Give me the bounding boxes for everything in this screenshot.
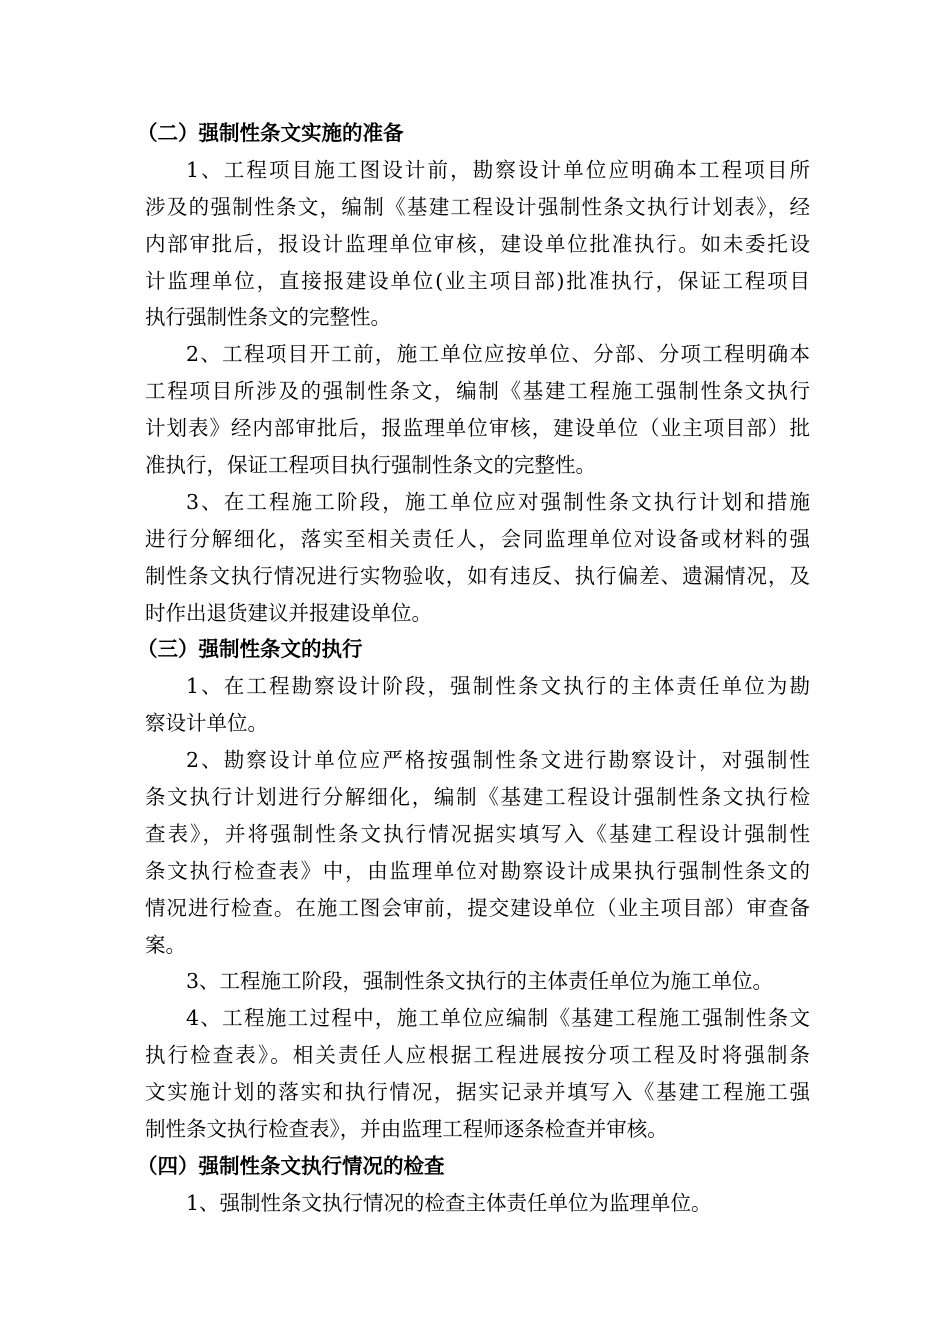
section-heading: （三）强制性条文的执行 <box>137 637 363 662</box>
paragraph-last-line: 案。 <box>145 932 186 957</box>
paragraph-first-line: 3、在工程施工阶段，施工单位应对强制性条文执行计划和措施 <box>186 489 810 514</box>
paragraph-line: 查表》，并将强制性条文执行情况据实填写入《基建工程设计强制性 <box>145 821 810 846</box>
paragraph-line: 进行分解细化，落实至相关责任人，会同监理单位对设备或材料的强 <box>145 526 810 551</box>
paragraph-line: 制性条文执行情况进行实物验收，如有违反、执行偏差、遗漏情况，及 <box>145 563 810 588</box>
paragraph-line: 计划表》经内部审批后，报监理单位审核，建设单位（业主项目部）批 <box>145 416 810 441</box>
paragraph-line: 计监理单位，直接报建设单位(业主项目部)批准执行，保证工程项目 <box>145 268 810 293</box>
paragraph-first-line: 1、在工程勘察设计阶段，强制性条文执行的主体责任单位为勘 <box>186 674 810 699</box>
paragraph-line: 条文执行检查表》中，由监理单位对勘察设计成果执行强制性条文的 <box>145 858 810 883</box>
paragraph-line: 工程项目所涉及的强制性条文，编制《基建工程施工强制性条文执行 <box>145 379 810 404</box>
paragraph-last-line: 时作出退货建议并报建设单位。 <box>145 600 432 625</box>
paragraph-line: 内部审批后，报设计监理单位审核，建设单位批准执行。如未委托设 <box>145 231 810 256</box>
document-page <box>137 115 810 1222</box>
paragraph-line: 涉及的强制性条文，编制《基建工程设计强制性条文执行计划表》，经 <box>145 194 810 219</box>
paragraph-first-line: 1、工程项目施工图设计前，勘察设计单位应明确本工程项目所 <box>186 157 810 182</box>
paragraph-first-line: 2、勘察设计单位应严格按强制性条文进行勘察设计，对强制性 <box>186 748 810 773</box>
paragraph-last-line: 准执行，保证工程项目执行强制性条文的完整性。 <box>145 453 596 478</box>
paragraph-last-line: 执行强制性条文的完整性。 <box>145 305 391 330</box>
paragraph-last-line: 制性条文执行检查表》，并由监理工程师逐条检查并审核。 <box>145 1117 668 1142</box>
paragraph-line: 执行检查表》。相关责任人应根据工程进展按分项工程及时将强制条 <box>145 1043 810 1068</box>
paragraph-first-line: 4、工程施工过程中，施工单位应编制《基建工程施工强制性条文 <box>186 1006 810 1031</box>
paragraph-line: 情况进行检查。在施工图会审前，提交建设单位（业主项目部）审查备 <box>145 895 810 920</box>
paragraph-last-line: 察设计单位。 <box>145 711 268 736</box>
section-heading: （二）强制性条文实施的准备 <box>137 121 404 145</box>
paragraph-line: 条文执行计划进行分解细化，编制《基建工程设计强制性条文执行检 <box>145 785 810 810</box>
paragraph-line: 文实施计划的落实和执行情况，据实记录并填写入《基建工程施工强 <box>145 1080 810 1105</box>
paragraph-first-line: 2、工程项目开工前，施工单位应按单位、分部、分项工程明确本 <box>186 342 810 367</box>
paragraph-line: 1、强制性条文执行情况的检查主体责任单位为监理单位。 <box>186 1190 712 1215</box>
section-heading: （四）强制性条文执行情况的检查 <box>137 1153 445 1178</box>
paragraph-line: 3、工程施工阶段，强制性条文执行的主体责任单位为施工单位。 <box>186 969 774 994</box>
